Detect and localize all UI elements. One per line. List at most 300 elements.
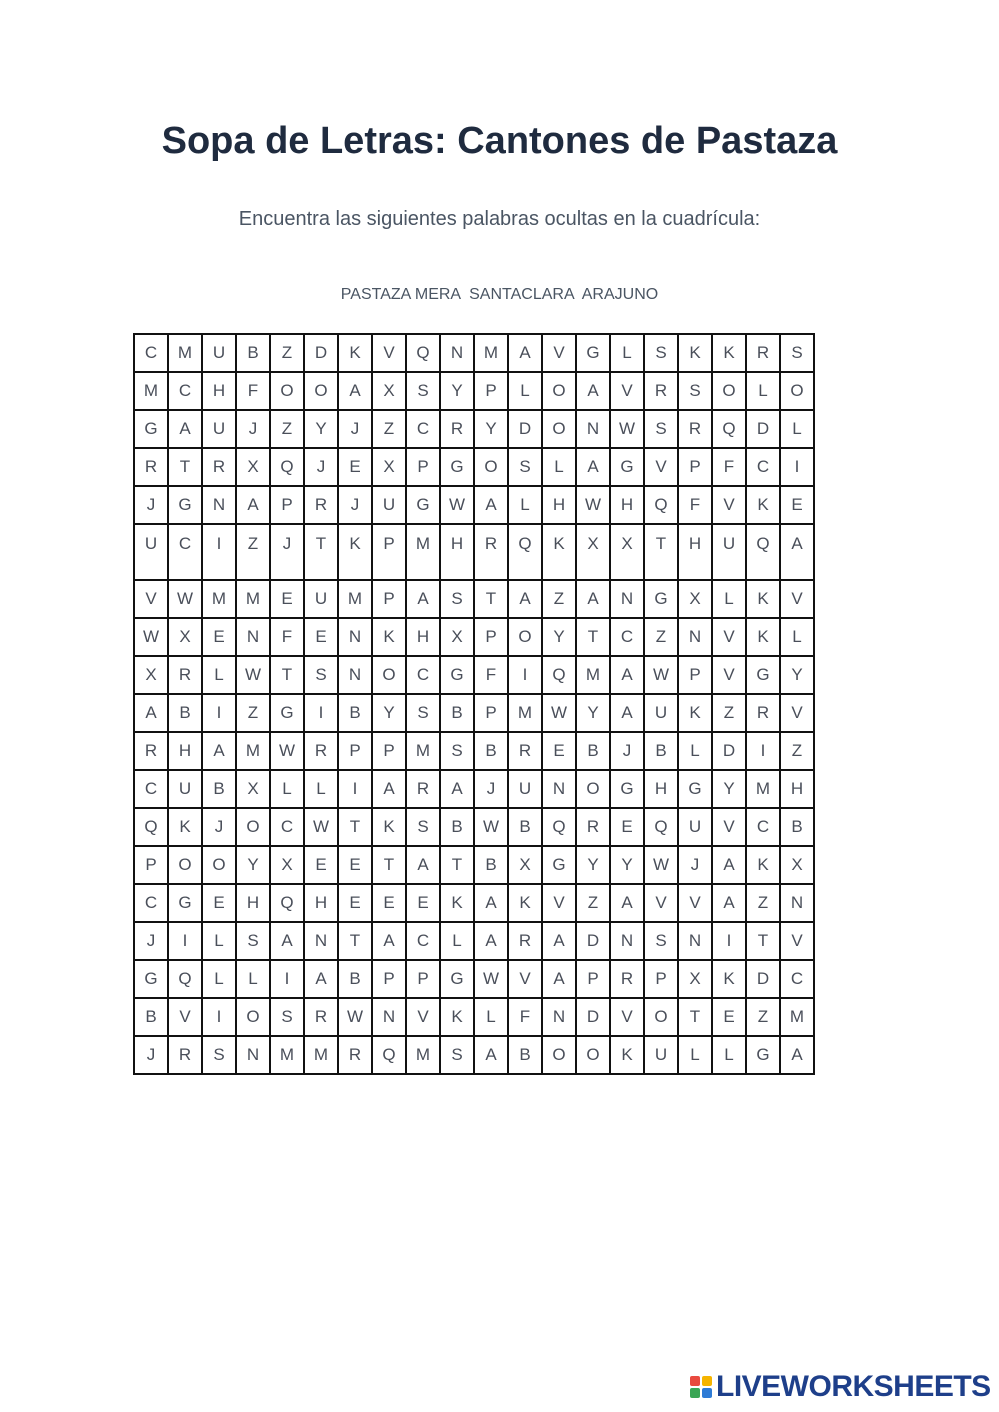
grid-cell[interactable]: J <box>474 770 508 808</box>
grid-cell[interactable]: V <box>168 998 202 1036</box>
grid-cell[interactable]: L <box>270 770 304 808</box>
grid-cell[interactable]: L <box>610 334 644 372</box>
grid-cell[interactable]: R <box>746 694 780 732</box>
grid-cell[interactable]: A <box>236 486 270 524</box>
grid-cell[interactable]: S <box>440 732 474 770</box>
grid-cell[interactable]: C <box>168 372 202 410</box>
grid-cell[interactable]: Y <box>610 846 644 884</box>
grid-cell[interactable]: T <box>576 618 610 656</box>
grid-cell[interactable]: Z <box>746 884 780 922</box>
grid-cell[interactable]: W <box>134 618 168 656</box>
grid-cell[interactable]: G <box>746 1036 780 1074</box>
grid-cell[interactable]: I <box>304 694 338 732</box>
grid-cell[interactable]: E <box>780 486 814 524</box>
grid-cell[interactable]: O <box>474 448 508 486</box>
grid-cell[interactable]: M <box>406 1036 440 1074</box>
grid-cell[interactable]: B <box>780 808 814 846</box>
grid-cell[interactable]: W <box>610 410 644 448</box>
grid-cell[interactable]: N <box>372 998 406 1036</box>
grid-cell[interactable]: E <box>542 732 576 770</box>
grid-cell[interactable]: I <box>746 732 780 770</box>
grid-cell[interactable]: R <box>338 1036 372 1074</box>
grid-cell[interactable]: E <box>202 884 236 922</box>
grid-cell[interactable]: P <box>338 732 372 770</box>
grid-cell[interactable]: V <box>780 580 814 618</box>
grid-cell[interactable]: M <box>304 1036 338 1074</box>
grid-cell[interactable]: V <box>508 960 542 998</box>
grid-cell[interactable]: M <box>168 334 202 372</box>
grid-cell[interactable]: H <box>202 372 236 410</box>
grid-cell[interactable]: U <box>304 580 338 618</box>
grid-cell[interactable]: U <box>202 334 236 372</box>
grid-cell[interactable]: X <box>270 846 304 884</box>
grid-cell[interactable]: N <box>576 410 610 448</box>
grid-cell[interactable]: A <box>270 922 304 960</box>
grid-cell[interactable]: X <box>236 770 270 808</box>
grid-cell[interactable]: E <box>610 808 644 846</box>
grid-cell[interactable]: F <box>508 998 542 1036</box>
grid-cell[interactable]: O <box>236 998 270 1036</box>
grid-cell[interactable]: Z <box>576 884 610 922</box>
grid-cell[interactable]: A <box>712 846 746 884</box>
grid-cell[interactable]: W <box>338 998 372 1036</box>
grid-cell[interactable]: R <box>406 770 440 808</box>
grid-cell[interactable]: Y <box>304 410 338 448</box>
grid-cell[interactable]: V <box>610 998 644 1036</box>
grid-cell[interactable]: A <box>474 486 508 524</box>
grid-cell[interactable]: B <box>576 732 610 770</box>
grid-cell[interactable]: R <box>746 334 780 372</box>
grid-cell[interactable]: A <box>168 410 202 448</box>
grid-cell[interactable]: R <box>644 372 678 410</box>
grid-cell[interactable]: D <box>508 410 542 448</box>
grid-cell[interactable]: K <box>712 960 746 998</box>
grid-cell[interactable]: B <box>440 694 474 732</box>
grid-cell[interactable]: I <box>508 656 542 694</box>
grid-cell[interactable]: Y <box>780 656 814 694</box>
grid-cell[interactable]: Z <box>270 334 304 372</box>
grid-cell[interactable]: M <box>576 656 610 694</box>
grid-cell[interactable]: A <box>610 694 644 732</box>
grid-cell[interactable]: C <box>746 448 780 486</box>
grid-cell[interactable]: I <box>168 922 202 960</box>
grid-cell[interactable]: K <box>746 618 780 656</box>
grid-cell[interactable]: H <box>644 770 678 808</box>
grid-cell[interactable]: J <box>236 410 270 448</box>
grid-cell[interactable]: Q <box>542 656 576 694</box>
grid-cell[interactable]: G <box>542 846 576 884</box>
grid-cell[interactable]: J <box>202 808 236 846</box>
grid-cell[interactable]: X <box>610 524 644 580</box>
grid-cell[interactable]: K <box>746 486 780 524</box>
grid-cell[interactable]: A <box>576 372 610 410</box>
grid-cell[interactable]: Y <box>576 694 610 732</box>
grid-cell[interactable]: S <box>644 410 678 448</box>
grid-cell[interactable]: A <box>542 922 576 960</box>
grid-cell[interactable]: U <box>168 770 202 808</box>
grid-cell[interactable]: L <box>678 732 712 770</box>
grid-cell[interactable]: P <box>474 618 508 656</box>
grid-cell[interactable]: Q <box>270 884 304 922</box>
grid-cell[interactable]: N <box>202 486 236 524</box>
grid-cell[interactable]: H <box>678 524 712 580</box>
grid-cell[interactable]: T <box>678 998 712 1036</box>
grid-cell[interactable]: G <box>168 486 202 524</box>
grid-cell[interactable]: A <box>406 580 440 618</box>
grid-cell[interactable]: K <box>372 808 406 846</box>
grid-cell[interactable]: W <box>304 808 338 846</box>
grid-cell[interactable]: Q <box>746 524 780 580</box>
grid-cell[interactable]: B <box>338 694 372 732</box>
grid-cell[interactable]: S <box>440 1036 474 1074</box>
grid-cell[interactable]: M <box>202 580 236 618</box>
grid-cell[interactable]: P <box>474 694 508 732</box>
grid-cell[interactable]: G <box>440 960 474 998</box>
grid-cell[interactable]: K <box>168 808 202 846</box>
grid-cell[interactable]: L <box>508 486 542 524</box>
grid-cell[interactable]: O <box>712 372 746 410</box>
grid-cell[interactable]: V <box>610 372 644 410</box>
grid-cell[interactable]: V <box>406 998 440 1036</box>
grid-cell[interactable]: X <box>576 524 610 580</box>
grid-cell[interactable]: W <box>270 732 304 770</box>
grid-cell[interactable]: O <box>780 372 814 410</box>
grid-cell[interactable]: K <box>440 998 474 1036</box>
grid-cell[interactable]: T <box>304 524 338 580</box>
grid-cell[interactable]: D <box>712 732 746 770</box>
grid-cell[interactable]: C <box>780 960 814 998</box>
grid-cell[interactable]: W <box>440 486 474 524</box>
grid-cell[interactable]: J <box>304 448 338 486</box>
grid-cell[interactable]: X <box>236 448 270 486</box>
grid-cell[interactable]: P <box>372 580 406 618</box>
grid-cell[interactable]: A <box>474 884 508 922</box>
grid-cell[interactable]: T <box>440 846 474 884</box>
grid-cell[interactable]: G <box>678 770 712 808</box>
grid-cell[interactable]: Q <box>644 486 678 524</box>
grid-cell[interactable]: H <box>610 486 644 524</box>
grid-cell[interactable]: S <box>270 998 304 1036</box>
grid-cell[interactable]: K <box>678 334 712 372</box>
grid-cell[interactable]: J <box>338 486 372 524</box>
grid-cell[interactable]: C <box>134 884 168 922</box>
grid-cell[interactable]: C <box>270 808 304 846</box>
grid-cell[interactable]: T <box>338 808 372 846</box>
grid-cell[interactable]: I <box>270 960 304 998</box>
grid-cell[interactable]: K <box>746 846 780 884</box>
grid-cell[interactable]: V <box>542 884 576 922</box>
grid-cell[interactable]: E <box>304 618 338 656</box>
grid-cell[interactable]: U <box>712 524 746 580</box>
grid-cell[interactable]: A <box>610 656 644 694</box>
grid-cell[interactable]: F <box>712 448 746 486</box>
grid-cell[interactable]: V <box>644 884 678 922</box>
grid-cell[interactable]: A <box>406 846 440 884</box>
grid-cell[interactable]: N <box>678 618 712 656</box>
grid-cell[interactable]: R <box>304 998 338 1036</box>
grid-cell[interactable]: W <box>168 580 202 618</box>
grid-cell[interactable]: R <box>134 448 168 486</box>
grid-cell[interactable]: W <box>474 808 508 846</box>
grid-cell[interactable]: E <box>304 846 338 884</box>
grid-cell[interactable]: H <box>780 770 814 808</box>
grid-cell[interactable]: U <box>134 524 168 580</box>
grid-cell[interactable]: K <box>372 618 406 656</box>
grid-cell[interactable]: D <box>576 922 610 960</box>
grid-cell[interactable]: W <box>542 694 576 732</box>
grid-cell[interactable]: L <box>508 372 542 410</box>
grid-cell[interactable]: R <box>508 732 542 770</box>
grid-cell[interactable]: L <box>712 1036 746 1074</box>
grid-cell[interactable]: J <box>610 732 644 770</box>
grid-cell[interactable]: H <box>440 524 474 580</box>
grid-cell[interactable]: A <box>610 884 644 922</box>
grid-cell[interactable]: D <box>304 334 338 372</box>
grid-cell[interactable]: R <box>304 732 338 770</box>
grid-cell[interactable]: G <box>746 656 780 694</box>
grid-cell[interactable]: P <box>372 524 406 580</box>
grid-cell[interactable]: B <box>508 1036 542 1074</box>
grid-cell[interactable]: Z <box>644 618 678 656</box>
grid-cell[interactable]: N <box>542 998 576 1036</box>
grid-cell[interactable]: E <box>270 580 304 618</box>
grid-cell[interactable]: G <box>440 656 474 694</box>
grid-cell[interactable]: M <box>780 998 814 1036</box>
grid-cell[interactable]: G <box>168 884 202 922</box>
grid-cell[interactable]: X <box>678 580 712 618</box>
grid-cell[interactable]: O <box>542 372 576 410</box>
grid-cell[interactable]: R <box>508 922 542 960</box>
grid-cell[interactable]: D <box>746 410 780 448</box>
grid-cell[interactable]: A <box>202 732 236 770</box>
grid-cell[interactable]: V <box>712 486 746 524</box>
grid-cell[interactable]: T <box>338 922 372 960</box>
grid-cell[interactable]: K <box>440 884 474 922</box>
grid-cell[interactable]: Y <box>474 410 508 448</box>
grid-cell[interactable]: S <box>406 694 440 732</box>
grid-cell[interactable]: G <box>610 448 644 486</box>
grid-cell[interactable]: I <box>712 922 746 960</box>
grid-cell[interactable]: B <box>236 334 270 372</box>
grid-cell[interactable]: Y <box>236 846 270 884</box>
grid-cell[interactable]: I <box>202 998 236 1036</box>
grid-cell[interactable]: N <box>610 580 644 618</box>
grid-cell[interactable]: Z <box>746 998 780 1036</box>
grid-cell[interactable]: Z <box>372 410 406 448</box>
grid-cell[interactable]: L <box>746 372 780 410</box>
grid-cell[interactable]: J <box>678 846 712 884</box>
grid-cell[interactable]: F <box>474 656 508 694</box>
grid-cell[interactable]: O <box>542 1036 576 1074</box>
grid-cell[interactable]: K <box>746 580 780 618</box>
grid-cell[interactable]: G <box>576 334 610 372</box>
grid-cell[interactable]: X <box>780 846 814 884</box>
grid-cell[interactable]: O <box>168 846 202 884</box>
grid-cell[interactable]: E <box>338 448 372 486</box>
grid-cell[interactable]: W <box>644 846 678 884</box>
grid-cell[interactable]: M <box>406 524 440 580</box>
grid-cell[interactable]: U <box>678 808 712 846</box>
grid-cell[interactable]: Z <box>542 580 576 618</box>
grid-cell[interactable]: G <box>610 770 644 808</box>
grid-cell[interactable]: Y <box>372 694 406 732</box>
grid-cell[interactable]: W <box>576 486 610 524</box>
grid-cell[interactable]: I <box>338 770 372 808</box>
grid-cell[interactable]: T <box>270 656 304 694</box>
grid-cell[interactable]: U <box>644 694 678 732</box>
grid-cell[interactable]: V <box>780 694 814 732</box>
grid-cell[interactable]: J <box>134 1036 168 1074</box>
grid-cell[interactable]: W <box>236 656 270 694</box>
grid-cell[interactable]: O <box>542 410 576 448</box>
grid-cell[interactable]: E <box>712 998 746 1036</box>
grid-cell[interactable]: S <box>202 1036 236 1074</box>
grid-cell[interactable]: S <box>406 808 440 846</box>
grid-cell[interactable]: E <box>202 618 236 656</box>
grid-cell[interactable]: R <box>202 448 236 486</box>
grid-cell[interactable]: L <box>202 656 236 694</box>
grid-cell[interactable]: Y <box>440 372 474 410</box>
grid-cell[interactable]: O <box>270 372 304 410</box>
grid-cell[interactable]: L <box>202 922 236 960</box>
grid-cell[interactable]: K <box>542 524 576 580</box>
grid-cell[interactable]: Q <box>508 524 542 580</box>
grid-cell[interactable]: Z <box>236 694 270 732</box>
grid-cell[interactable]: O <box>236 808 270 846</box>
grid-cell[interactable]: C <box>134 334 168 372</box>
grid-cell[interactable]: V <box>712 656 746 694</box>
grid-cell[interactable]: V <box>372 334 406 372</box>
grid-cell[interactable]: L <box>304 770 338 808</box>
grid-cell[interactable]: M <box>236 580 270 618</box>
grid-cell[interactable]: P <box>576 960 610 998</box>
grid-cell[interactable]: E <box>406 884 440 922</box>
grid-cell[interactable]: K <box>338 524 372 580</box>
grid-cell[interactable]: Q <box>372 1036 406 1074</box>
grid-cell[interactable]: I <box>202 524 236 580</box>
grid-cell[interactable]: A <box>780 524 814 580</box>
grid-cell[interactable]: J <box>338 410 372 448</box>
grid-cell[interactable]: G <box>440 448 474 486</box>
grid-cell[interactable]: A <box>372 922 406 960</box>
grid-cell[interactable]: N <box>338 656 372 694</box>
grid-cell[interactable]: O <box>576 1036 610 1074</box>
grid-cell[interactable]: P <box>372 960 406 998</box>
grid-cell[interactable]: U <box>372 486 406 524</box>
grid-cell[interactable]: N <box>610 922 644 960</box>
grid-cell[interactable]: B <box>644 732 678 770</box>
grid-cell[interactable]: Z <box>780 732 814 770</box>
grid-cell[interactable]: C <box>406 922 440 960</box>
grid-cell[interactable]: P <box>406 960 440 998</box>
grid-cell[interactable]: U <box>644 1036 678 1074</box>
grid-cell[interactable]: Q <box>712 410 746 448</box>
grid-cell[interactable]: A <box>542 960 576 998</box>
grid-cell[interactable]: X <box>134 656 168 694</box>
grid-cell[interactable]: P <box>270 486 304 524</box>
grid-cell[interactable]: A <box>134 694 168 732</box>
grid-cell[interactable]: N <box>338 618 372 656</box>
grid-cell[interactable]: E <box>372 884 406 922</box>
grid-cell[interactable]: M <box>270 1036 304 1074</box>
grid-cell[interactable]: D <box>576 998 610 1036</box>
grid-cell[interactable]: Y <box>712 770 746 808</box>
grid-cell[interactable]: K <box>338 334 372 372</box>
grid-cell[interactable]: E <box>338 846 372 884</box>
grid-cell[interactable]: W <box>644 656 678 694</box>
grid-cell[interactable]: C <box>406 656 440 694</box>
grid-cell[interactable]: A <box>440 770 474 808</box>
grid-cell[interactable]: O <box>576 770 610 808</box>
grid-cell[interactable]: T <box>746 922 780 960</box>
grid-cell[interactable]: Q <box>134 808 168 846</box>
grid-cell[interactable]: K <box>712 334 746 372</box>
grid-cell[interactable]: H <box>406 618 440 656</box>
grid-cell[interactable]: N <box>678 922 712 960</box>
grid-cell[interactable]: Z <box>712 694 746 732</box>
grid-cell[interactable]: K <box>508 884 542 922</box>
grid-cell[interactable]: G <box>406 486 440 524</box>
grid-cell[interactable]: X <box>372 372 406 410</box>
grid-cell[interactable]: V <box>780 922 814 960</box>
grid-cell[interactable]: M <box>474 334 508 372</box>
grid-cell[interactable]: S <box>236 922 270 960</box>
grid-cell[interactable]: A <box>304 960 338 998</box>
grid-cell[interactable]: A <box>780 1036 814 1074</box>
grid-cell[interactable]: S <box>678 372 712 410</box>
grid-cell[interactable]: V <box>678 884 712 922</box>
grid-cell[interactable]: O <box>372 656 406 694</box>
grid-cell[interactable]: X <box>168 618 202 656</box>
grid-cell[interactable]: P <box>644 960 678 998</box>
grid-cell[interactable]: N <box>236 1036 270 1074</box>
grid-cell[interactable]: E <box>338 884 372 922</box>
grid-cell[interactable]: C <box>610 618 644 656</box>
grid-cell[interactable]: S <box>406 372 440 410</box>
grid-cell[interactable]: B <box>508 808 542 846</box>
grid-cell[interactable]: S <box>644 334 678 372</box>
grid-cell[interactable]: V <box>712 808 746 846</box>
grid-cell[interactable]: N <box>304 922 338 960</box>
grid-cell[interactable]: R <box>168 656 202 694</box>
grid-cell[interactable]: H <box>304 884 338 922</box>
grid-cell[interactable]: S <box>780 334 814 372</box>
grid-cell[interactable]: M <box>134 372 168 410</box>
grid-cell[interactable]: B <box>134 998 168 1036</box>
grid-cell[interactable]: S <box>508 448 542 486</box>
grid-cell[interactable]: F <box>678 486 712 524</box>
grid-cell[interactable]: A <box>712 884 746 922</box>
grid-cell[interactable]: B <box>202 770 236 808</box>
grid-cell[interactable]: L <box>712 580 746 618</box>
grid-cell[interactable]: R <box>440 410 474 448</box>
grid-cell[interactable]: H <box>542 486 576 524</box>
grid-cell[interactable]: P <box>406 448 440 486</box>
grid-cell[interactable]: J <box>134 486 168 524</box>
grid-cell[interactable]: N <box>780 884 814 922</box>
grid-cell[interactable]: K <box>678 694 712 732</box>
grid-cell[interactable]: W <box>474 960 508 998</box>
grid-cell[interactable]: P <box>372 732 406 770</box>
grid-cell[interactable]: Q <box>644 808 678 846</box>
grid-cell[interactable]: B <box>338 960 372 998</box>
grid-cell[interactable]: B <box>168 694 202 732</box>
grid-cell[interactable]: R <box>474 524 508 580</box>
grid-cell[interactable]: A <box>372 770 406 808</box>
grid-cell[interactable]: H <box>168 732 202 770</box>
grid-cell[interactable]: S <box>644 922 678 960</box>
grid-cell[interactable]: X <box>440 618 474 656</box>
